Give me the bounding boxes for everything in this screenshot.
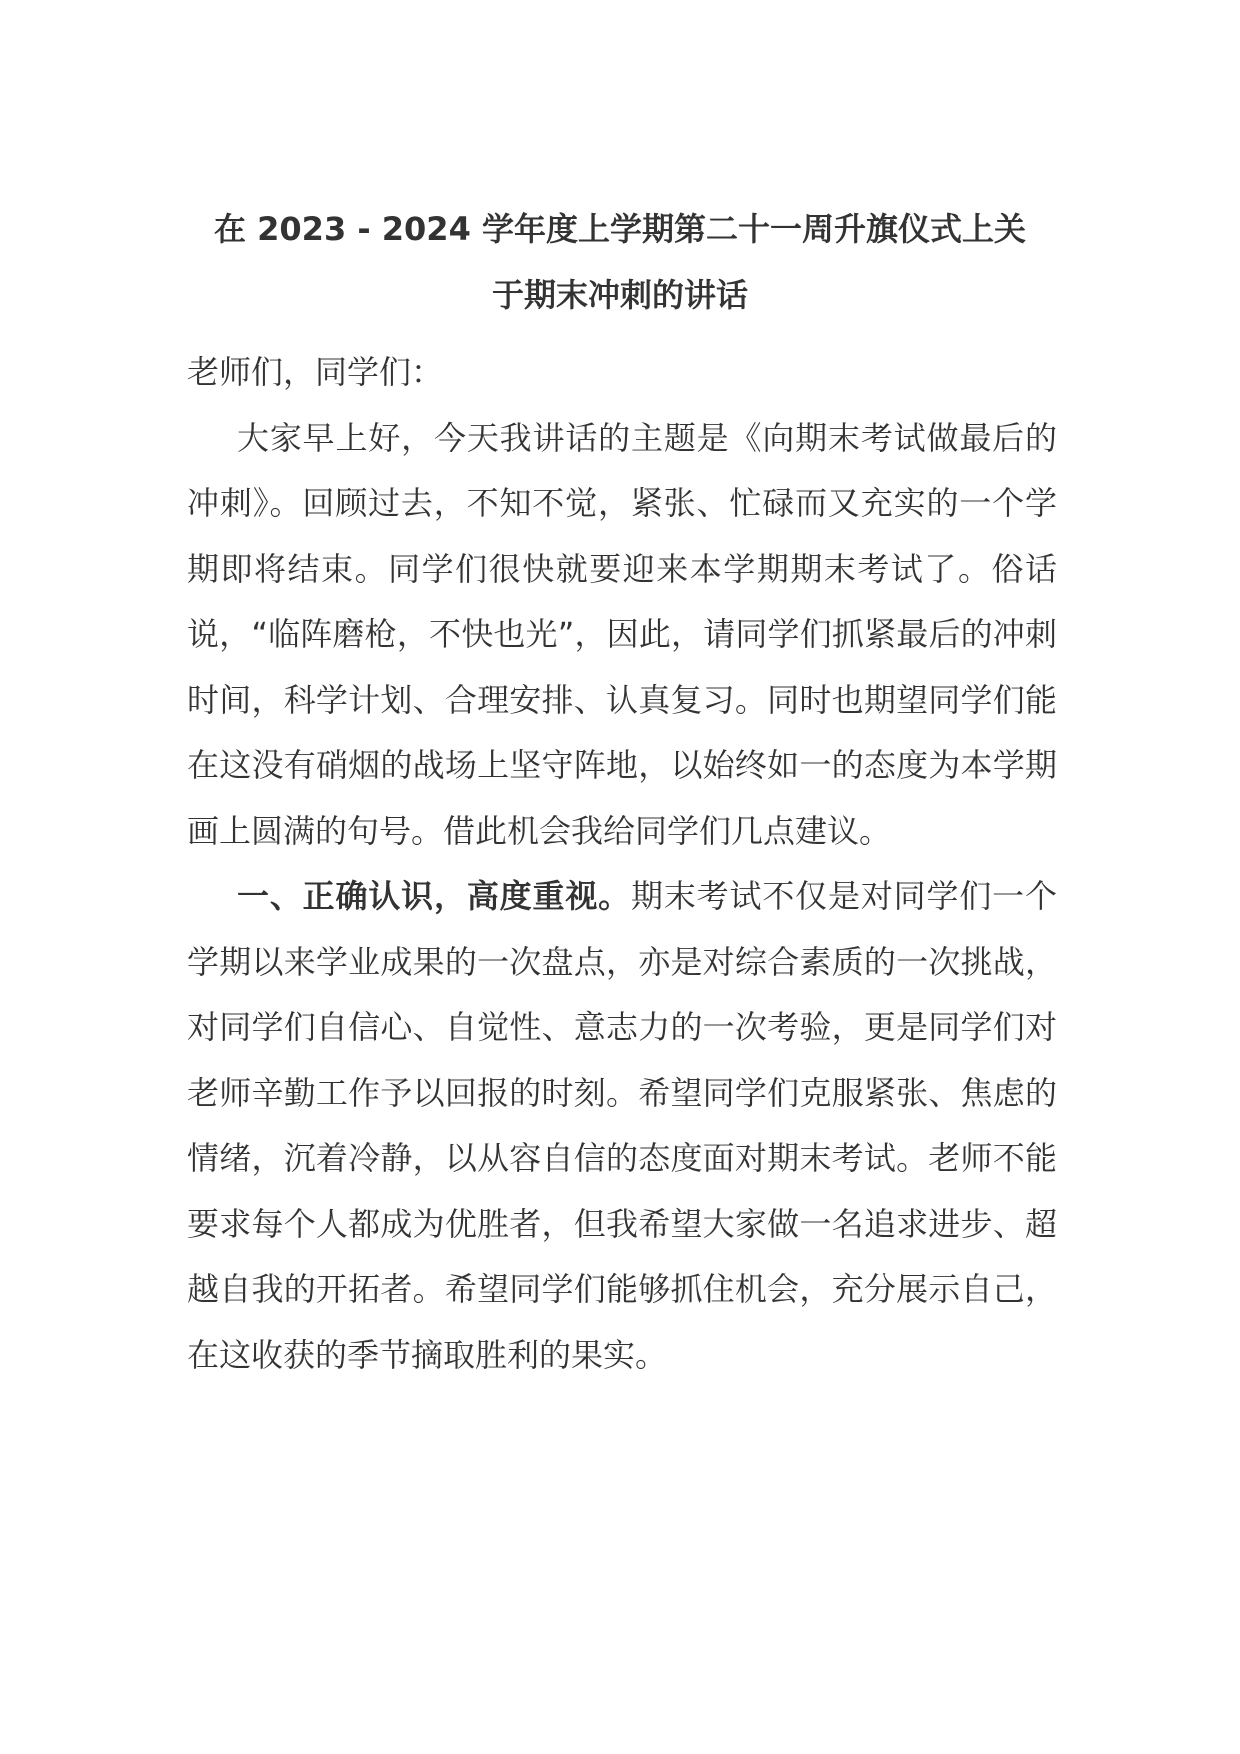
title-line-1: 在 2023 - 2024 学年度上学期第二十一周升旗仪式上关 xyxy=(214,210,1026,248)
document-body xyxy=(187,340,1057,1388)
document-title xyxy=(170,196,1070,328)
paragraph-text: 大家早上好，今天我讲话的主题是《向期末考试做最后的冲刺》。回顾过去，不知不觉，紧张、忙碌而又充实的一个学期即将结束。同学们很快就要迎来本学期期末考试了。俗话说，“临阵磨枪，不快也光”，因此，请同学们抓紧最后的冲刺时间，科学计划、合理安排、认真复习。同时也期望同学们能在这没有硝烟的战场上坚守阵地，以始终如一的态度为本学期画上圆满的句号。借此机会我给同学们几点建议。 xyxy=(187,418,1057,850)
paragraph-text: 期末考试不仅是对同学们一个学期以来学业成果的一次盘点，亦是对综合素质的一次挑战，对同学们自信心、自觉性、意志力的一次考验，更是同学们对老师辛勤工作予以回报的时刻。希望同学们克服紧张、焦虑的情绪，沉着冷静，以从容自信的态度面对期末考试。老师不能要求每个人都成为优胜者，但我希望大家做一名追求进步、超越自我的开拓者。希望同学们能够抓住机会，充分展示自己，在这收获的季节摘取胜利的果实。 xyxy=(187,877,1057,1374)
paragraph-point-1 xyxy=(187,864,1057,1388)
salutation: 老师们，同学们： xyxy=(187,353,444,391)
title-line-2: 于期末冲刺的讲话 xyxy=(491,276,748,314)
paragraph-greeting xyxy=(187,406,1057,865)
paragraph-heading: 一、正确认识，高度重视。 xyxy=(237,877,631,915)
